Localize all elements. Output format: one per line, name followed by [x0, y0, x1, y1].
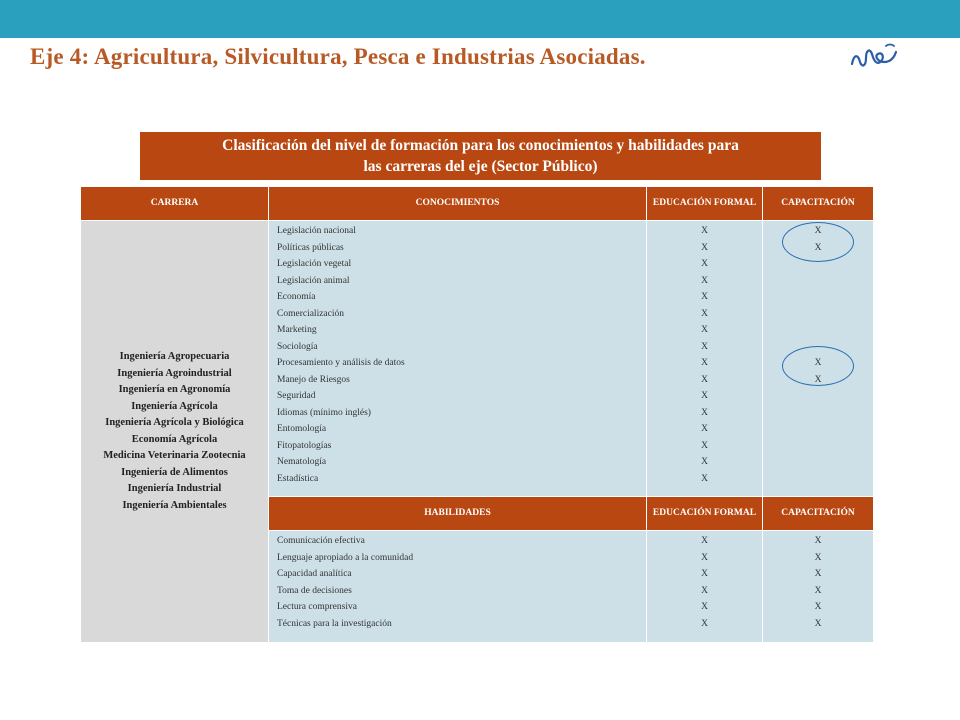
skills-cell [269, 531, 647, 643]
career-item: Ingeniería Industrial [127, 483, 222, 494]
skills-formal-cell [647, 531, 763, 643]
header-habilidades: HABILIDADES [269, 497, 647, 531]
knowledge-item: Manejo de Riesgos [277, 374, 350, 385]
career-item: Ingeniería Agroindustrial [117, 367, 232, 379]
table-caption-line-1: Clasificación del nivel de formación para los conocimientos y habilidades para [222, 137, 739, 154]
training-mark: X [814, 242, 822, 253]
knowledge-list [269, 221, 646, 487]
knowledge-item: Comercialización [277, 308, 344, 319]
training-mark: X [814, 536, 822, 546]
skill-item: Lenguaje apropiado a la comunidad [277, 552, 414, 563]
formal-mark: X [701, 308, 708, 319]
formal-mark: X [701, 292, 708, 302]
training-mark: X [814, 358, 822, 368]
formal-mark: X [701, 552, 708, 563]
knowledge-item: Legislación vegetal [277, 259, 352, 269]
knowledge-item: Economía [277, 292, 316, 302]
formal-mark: X [701, 374, 708, 385]
knowledge-item: Políticas públicas [277, 242, 344, 253]
knowledge-item: Idiomas (mínimo inglés) [277, 407, 371, 418]
skill-item: Capacidad analítica [277, 569, 352, 579]
knowledge-item: Legislación nacional [277, 226, 356, 236]
header-conocimientos: CONOCIMIENTOS [269, 187, 647, 221]
knowledge-formal-cell [647, 221, 763, 497]
skill-item: Técnicas para la investigación [277, 618, 392, 629]
knowledge-item: Estadística [277, 473, 319, 484]
knowledge-formal-marks [647, 221, 762, 487]
skills-list [269, 531, 646, 632]
formal-mark: X [701, 407, 708, 418]
career-item: Ingeniería Agropecuaria [119, 351, 230, 362]
formal-mark: X [701, 259, 708, 269]
knowledge-item: Seguridad [277, 391, 316, 401]
slide-title: Eje 4: Agricultura, Silvicultura, Pesca e Industrias Asociadas. [30, 44, 646, 69]
knowledge-item: Legislación animal [277, 275, 350, 286]
training-mark: X [814, 226, 822, 236]
training-mark: X [814, 618, 822, 629]
formal-mark: X [701, 440, 708, 451]
header-educacion-formal: EDUCACIÓN FORMAL [647, 187, 763, 221]
formal-mark: X [701, 569, 708, 579]
career-item: Ingeniería Agrícola [131, 400, 218, 412]
formal-mark: X [701, 242, 708, 253]
formal-mark: X [701, 325, 708, 335]
formal-mark: X [701, 585, 708, 596]
skills-training-cell [763, 531, 874, 643]
skill-item: Toma de decisiones [277, 585, 352, 596]
formal-mark: X [701, 358, 708, 368]
header-skills-educacion-formal: EDUCACIÓN FORMAL [647, 497, 763, 531]
header-carrera: CARRERA [81, 187, 269, 221]
formal-mark: X [701, 602, 708, 612]
formal-mark: X [701, 341, 708, 352]
top-accent-bar [0, 0, 960, 38]
career-item: Economía Agrícola [131, 433, 218, 445]
skills-training-marks [763, 531, 873, 632]
career-item: Ingeniería Ambientales [122, 499, 227, 511]
formal-mark: X [701, 275, 708, 286]
career-list [81, 349, 268, 514]
formal-mark: X [701, 424, 708, 434]
header-capacitacion: CAPACITACIÓN [763, 187, 874, 221]
training-mark: X [814, 552, 822, 563]
knowledge-item: Nematología [277, 457, 327, 467]
training-mark: X [814, 602, 822, 612]
formal-mark: X [701, 457, 708, 467]
ne-logo-icon [848, 42, 902, 72]
header-skills-capacitacion: CAPACITACIÓN [763, 497, 874, 531]
skill-item: Comunicación efectiva [277, 536, 365, 546]
knowledge-item: Marketing [277, 325, 317, 335]
career-item: Medicina Veterinaria Zootecnia [103, 450, 246, 461]
highlight-oval-top [782, 222, 854, 262]
formal-mark: X [701, 536, 708, 546]
formal-mark: X [701, 226, 708, 236]
knowledge-item: Entomología [277, 424, 327, 434]
formal-mark: X [701, 618, 708, 629]
knowledge-item: Sociología [277, 341, 318, 352]
knowledge-item: Procesamiento y análisis de datos [277, 358, 405, 368]
career-list-cell [81, 221, 269, 643]
career-item: Ingeniería de Alimentos [121, 466, 228, 478]
highlight-oval-middle [782, 346, 854, 386]
training-mark: X [814, 569, 822, 579]
career-item: Ingeniería en Agronomía [118, 384, 231, 395]
table-caption-line-2: las carreras del eje (Sector Público) [363, 158, 598, 175]
formal-mark: X [701, 473, 708, 484]
knowledge-item: Fitopatologías [277, 440, 332, 451]
training-mark: X [814, 374, 822, 385]
formal-mark: X [701, 391, 708, 401]
skills-formal-marks [647, 531, 762, 632]
career-item: Ingeniería Agrícola y Biológica [105, 417, 244, 428]
knowledge-cell [269, 221, 647, 497]
training-mark: X [814, 585, 822, 596]
skill-item: Lectura comprensiva [277, 602, 357, 612]
table-caption [140, 132, 821, 180]
classification-table [80, 186, 874, 643]
